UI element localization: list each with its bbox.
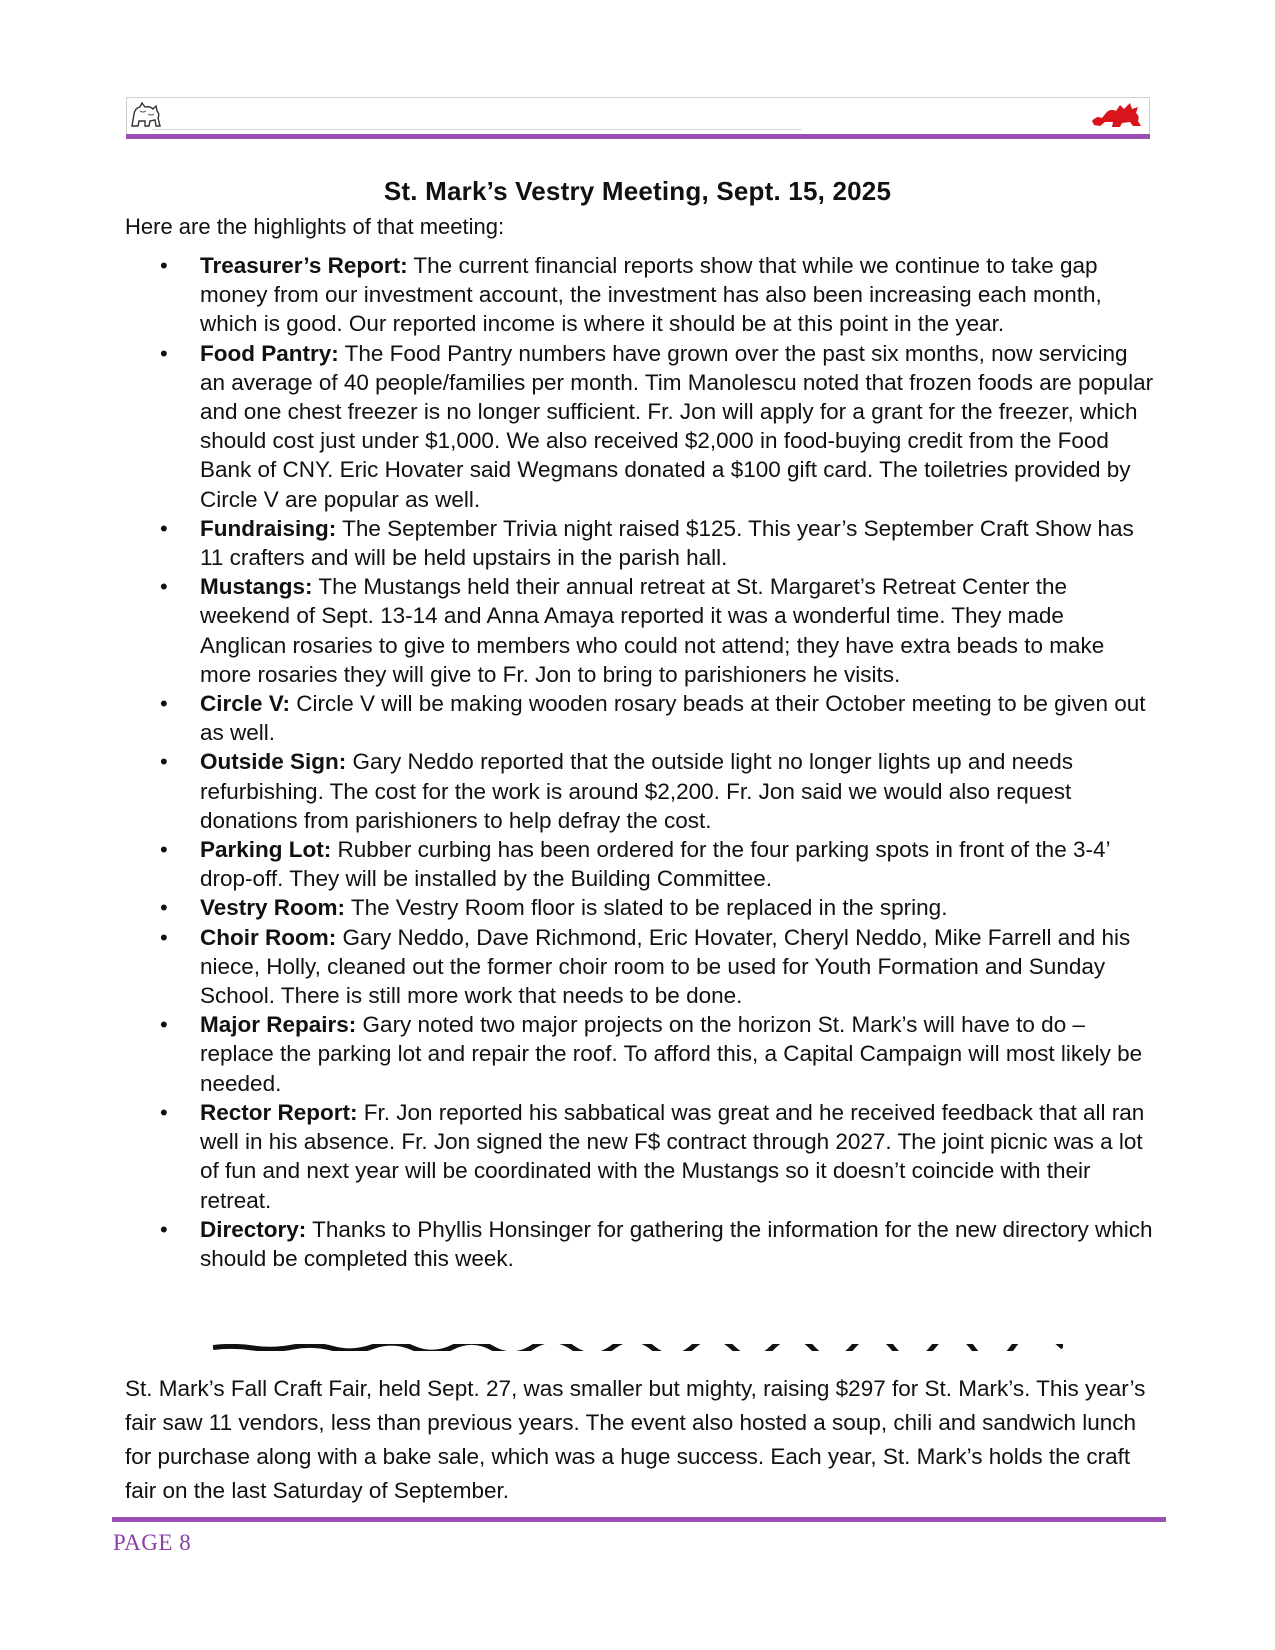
- bullet-icon: •: [160, 515, 168, 541]
- item-text: The Vestry Room floor is slated to be replaced in the spring.: [345, 895, 948, 921]
- bullet-icon: •: [160, 253, 168, 278]
- item-lead: Food Pantry:: [200, 340, 339, 366]
- article-title: St. Mark’s Vestry Meeting, Sept. 15, 2025: [383, 176, 892, 206]
- item-lead: Vestry Room:: [200, 895, 346, 921]
- article-intro: Here are the highlights of that meeting:: [125, 214, 505, 239]
- bullet-icon: •: [160, 1012, 168, 1038]
- item-text: The current financial reports show that while we continue to take gap money from our investment account, the investment has also been increasing each month, which is good. Our reported income is where it should be at this point in the year.: [200, 253, 1102, 337]
- bullet-icon: •: [160, 924, 168, 950]
- item-text: Circle V will be making wooden rosary beads at their October meeting to be given out as well.: [200, 691, 1146, 746]
- item-text: The September Trivia night raised $125. This year’s September Craft Show has 11 crafters and will be held upstairs in the parish hall.: [200, 515, 1134, 571]
- bullet-icon: •: [160, 895, 168, 921]
- item-text: The Mustangs held their annual retreat at St. Margaret’s Retreat Center the weekend of Sept. 13-14 and Anna Amaya reported it was a wonderful time. They made Anglican rosaries to give to members who could not attend; they have extra beads to make more rosaries they will give to Fr. Jon to bring to parishioners he visits.: [200, 574, 1105, 687]
- item-lead: Major Repairs:: [200, 1012, 357, 1038]
- red-winged-lion-icon: [1086, 99, 1144, 131]
- bullet-icon: •: [160, 691, 168, 717]
- item-lead: Circle V:: [200, 691, 291, 717]
- list-item: [125, 1098, 1155, 1215]
- list-item: [125, 689, 1155, 747]
- item-lead: Choir Room:: [200, 924, 337, 950]
- list-item: [125, 923, 1155, 1011]
- bullet-icon: •: [160, 749, 168, 775]
- list-item: [125, 339, 1155, 514]
- bullet-icon: •: [160, 340, 168, 366]
- bullet-icon: •: [160, 1216, 168, 1242]
- item-text: Gary Neddo reported that the outside light no longer lights up and needs refurbishing. The cost for the work is around $2,200. Fr. Jon said we would also request donations from parishioners to help defray the cost.: [200, 749, 1073, 833]
- item-text: Fr. Jon reported his sabbatical was great and he received feedback that all ran well in his absence. Fr. Jon signed the new F$ contract through 2027. The joint picnic was a lot of fun and next year will be coordinated with the Mustangs so it doesn’t coincide with their retreat.: [200, 1099, 1145, 1213]
- footer-rule: [112, 1517, 1166, 1522]
- page-number: PAGE 8: [113, 1530, 192, 1555]
- list-item: [125, 251, 1155, 339]
- item-lead: Fundraising:: [200, 515, 337, 541]
- list-item: [125, 835, 1155, 893]
- bullet-icon: •: [160, 837, 168, 863]
- item-lead: Treasurer’s Report:: [200, 253, 408, 278]
- header-rule: [126, 134, 1150, 139]
- item-text: Gary Neddo, Dave Richmond, Eric Hovater, Cheryl Neddo, Mike Farrell and his niece, Holly, cleaned out the former choir room to be used for Youth Formation and Sunday School. There is still more work that needs to be done.: [200, 924, 1131, 1009]
- item-lead: Directory:: [200, 1216, 307, 1242]
- header-inner-line: [152, 129, 802, 130]
- ornamental-divider: [213, 1344, 1063, 1351]
- closing-paragraph: St. Mark’s Fall Craft Fair, held Sept. 27, was smaller but mighty, raising $297 for St. Mark’s. This year’s fair saw 11 vendors, less than previous years. The event also hosted a soup, chili and sandwich lunch for purchase along with a bake sale, which was a huge success. Each year, St. Mark’s holds the craft fair on the last Saturday of September.: [125, 1376, 1146, 1503]
- list-item: [125, 893, 1155, 922]
- list-item: [125, 572, 1155, 689]
- bullet-icon: •: [160, 1099, 168, 1125]
- list-item: [125, 1010, 1155, 1098]
- list-item: [125, 1215, 1155, 1273]
- item-lead: Outside Sign:: [200, 749, 347, 775]
- item-text: The Food Pantry numbers have grown over the past six months, now servicing an average of 40 people/families per month. Tim Manolescu noted that frozen foods are popular and one chest freezer is no longer sufficient. Fr. Jon will apply for a grant for the freezer, which should cost just under $1,000. We also received $2,000 in food-buying credit from the Food Bank of CNY. Eric Hovater said Wegmans donated a $100 gift card. The toiletries provided by Circle V are popular as well.: [200, 340, 1154, 512]
- lion-emblem-icon: [128, 100, 164, 130]
- item-lead: Parking Lot:: [200, 837, 332, 863]
- highlights-list: [125, 251, 1155, 1273]
- item-text: Thanks to Phyllis Honsinger for gathering the information for the new directory which should be completed this week.: [200, 1216, 1153, 1271]
- bullet-icon: •: [160, 574, 168, 600]
- item-text: Rubber curbing has been ordered for the four parking spots in front of the 3-4’ drop-off. They will be installed by the Building Committee.: [200, 837, 1110, 892]
- item-text: Gary noted two major projects on the horizon St. Mark’s will have to do – replace the parking lot and repair the roof. To afford this, a Capital Campaign will most likely be needed.: [200, 1012, 1143, 1096]
- item-lead: Rector Report:: [200, 1099, 358, 1125]
- list-item: [125, 747, 1155, 835]
- list-item: [125, 514, 1155, 572]
- item-lead: Mustangs:: [200, 574, 313, 600]
